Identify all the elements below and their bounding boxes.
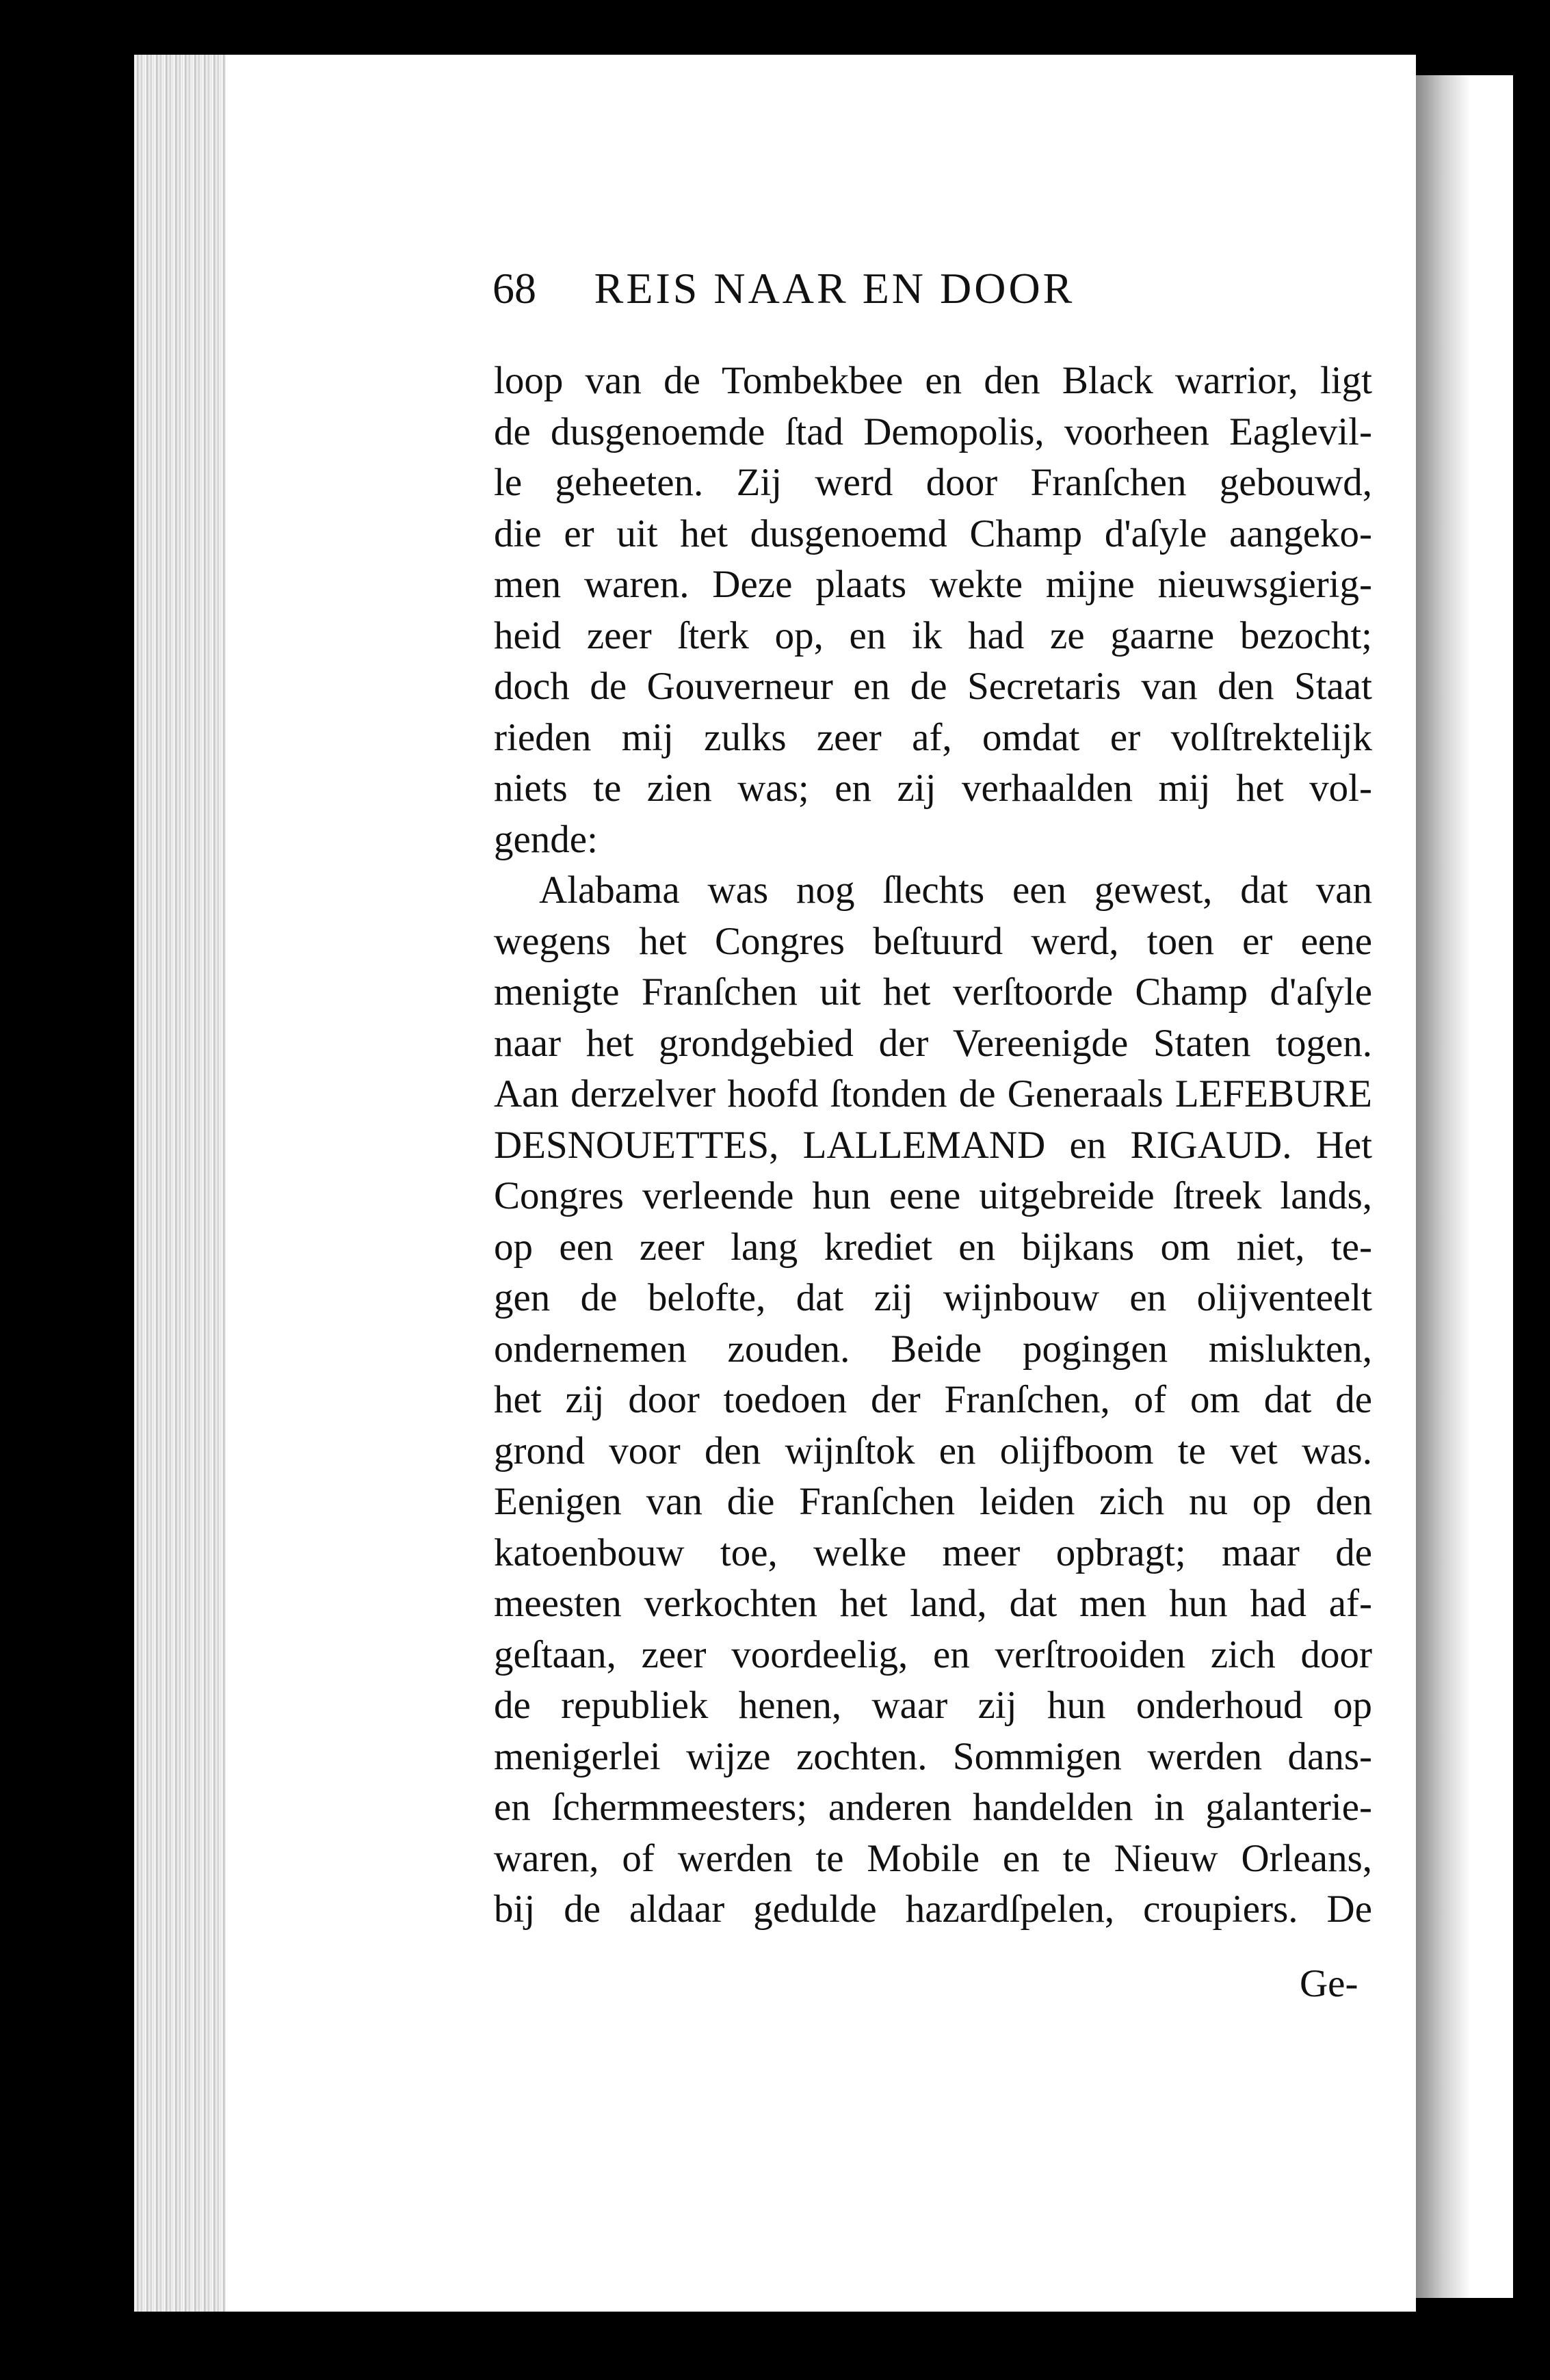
book-page-edges: [134, 55, 237, 2312]
right-page-fragment: I: [1521, 1068, 1535, 1112]
right-page-fragment: k: [1521, 1734, 1541, 1779]
text-line: Congres verleende hun eene uitgebreide ſtreek lands,: [494, 1174, 1372, 1217]
text-line: gende:: [494, 817, 598, 861]
running-head: REIS NAAR EN DOOR: [594, 264, 1075, 313]
text-line: loop van de Tombekbee en den Black warrior, ligt: [494, 359, 1372, 402]
body-text: [494, 356, 1372, 1935]
text-line: op een zeer lang krediet en bijkans om niet, te-: [494, 1225, 1372, 1269]
right-page-fragment: p: [1521, 1430, 1541, 1475]
right-page-fragment: v: [1521, 866, 1541, 910]
right-page-fragment: d: [1521, 1683, 1541, 1728]
right-page-fragment: h: [1521, 1016, 1541, 1061]
text-line: geſtaan, zeer voordeelig, en verſtrooiden zich door: [494, 1632, 1372, 1676]
right-page-fragment: C: [1521, 363, 1548, 408]
text-line: het zij door toedoen der Franſchen, of om dat de: [494, 1378, 1372, 1421]
text-line: de dusgenoemde ſtad Demopolis, voorheen Eaglevil-: [494, 410, 1372, 453]
right-page-fragment: C: [1521, 414, 1548, 459]
text-line: gen de belofte, dat zij wijnbouw en olijventeelt: [494, 1276, 1372, 1319]
text-line: katoenbouw toe, welke meer opbragt; maar de: [494, 1531, 1372, 1574]
text-line: DESNOUETTES, LALLEMAND en RIGAUD. Het: [494, 1123, 1372, 1167]
text-line: doch de Gouverneur en de Secretaris van den Staat: [494, 665, 1372, 708]
text-line: rieden mij zulks zeer af, omdat er volſtrektelijk: [494, 715, 1372, 759]
right-page-fragment: l: [1521, 565, 1533, 609]
right-page-fragment: e: [1521, 715, 1539, 760]
right-page-fragment: n: [1521, 1269, 1541, 1314]
right-page-fragment: v: [1521, 1584, 1541, 1628]
text-line: Aan derzelver hoofd ſtonden de Generaals LEFEBURE: [494, 1072, 1372, 1115]
text-line: naar het grondgebied der Vereenigde Staten togen.: [494, 1021, 1372, 1065]
right-page-fragment: ſi: [1521, 1119, 1544, 1163]
text-line: men waren. Deze plaats wekte mijne nieuwsgierig-: [494, 563, 1372, 606]
text-line: menigte Franſchen uit het verſtoorde Champ d'aſyle: [494, 970, 1372, 1014]
right-page-fragment: d: [1521, 1635, 1541, 1680]
right-page-fragment: v: [1521, 1221, 1541, 1266]
right-page-fragment: i: [1521, 1321, 1533, 1365]
right-page-fragment: v: [1521, 664, 1541, 709]
text-line: de republiek henen, waar zij hun onderhoud op: [494, 1684, 1372, 1727]
right-page-fragment: f: [1521, 968, 1535, 1013]
text-line: Alabama was nog ſlechts een gewest, dat van: [539, 869, 1372, 912]
right-page-fragment: I: [1521, 815, 1535, 859]
right-page-fragment: r: [1521, 466, 1535, 510]
text-line: bij de aldaar gedulde hazardſpelen, croupiers. De: [494, 1888, 1372, 1931]
text-line: le geheeten. Zij werd door Franſchen gebouwd,: [494, 461, 1372, 504]
text-line: grond voor den wijnſtok en olijfboom te vet was.: [494, 1429, 1372, 1472]
text-line: die er uit het dusgenoemd Champ d'aſyle aangeko-: [494, 512, 1372, 555]
text-line: en ſchermmeesters; anderen handelden in galanterie-: [494, 1786, 1372, 1829]
right-page-fragment: v: [1521, 613, 1541, 657]
right-page-fragment: I: [1521, 514, 1535, 558]
right-page-fragment: H: [1521, 1786, 1550, 1830]
text-line: ondernemen zouden. Beide pogingen mislukten,: [494, 1327, 1372, 1371]
text-line: meesten verkochten het land, dat men hun had af-: [494, 1582, 1372, 1625]
right-page-fragment: d: [1521, 1481, 1541, 1526]
text-line: niets te zien was; en zij verhaalden mij het vol-: [494, 767, 1372, 810]
text-line: wegens het Congres beſtuurd werd, toen er eene: [494, 919, 1372, 963]
text-line: heid zeer ſterk op, en ik had ze gaarne bezocht;: [494, 613, 1372, 657]
page-number: 68: [492, 264, 536, 313]
text-line: waren, of werden te Mobile en te Nieuw Orleans,: [494, 1836, 1372, 1880]
right-page-fragment: n: [1521, 1533, 1541, 1577]
catchword: Ge-: [1300, 1962, 1358, 2005]
right-page-fragment: v: [1521, 917, 1541, 962]
right-page-fragment: c: [1521, 1837, 1539, 1881]
right-page-fragment: ri: [1521, 1888, 1546, 1933]
text-line: Eenigen van die Franſchen leiden zich nu op den: [494, 1480, 1372, 1523]
text-line: menigerlei wijze zochten. Sommigen werden dans-: [494, 1734, 1372, 1778]
right-page-fragment: f: [1521, 763, 1535, 808]
right-page-fragment: I: [1521, 1170, 1535, 1215]
